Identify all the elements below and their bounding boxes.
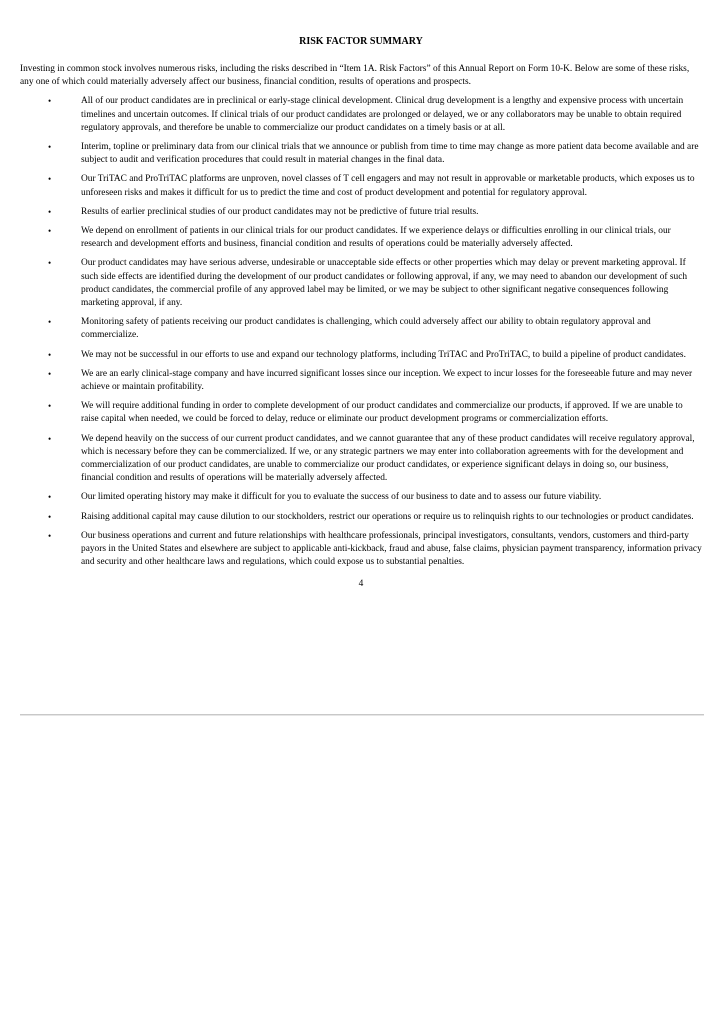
- intro-paragraph: Investing in common stock involves numerous risks, including the risks described in “Item 1A. Risk Factors” of this Annual Report on Form 10-K. Below are some of these risks, any one of which could materially adversely affect our business, financial condition, results of operations and prospects.: [20, 64, 690, 88]
- risk-item: [20, 491, 702, 504]
- risk-item: [20, 400, 702, 426]
- bullet-icon: •: [48, 226, 52, 237]
- risk-item: [20, 349, 702, 362]
- risk-item: [20, 95, 702, 135]
- risk-text: We depend heavily on the success of our current product candidates, and we cannot guarantee that any of these product candidates will receive regulatory approval, which is necessary before they can be commercialized. If we, or any strategic partners we may enter into collaboration agreements with for the development and commercialization of our product candidates, are unable to commercialize our product candidates, or experience significant delays in doing so, our business, financial condition and results of operations will be materially adversely affected.: [81, 433, 695, 484]
- risk-item: [20, 433, 702, 486]
- risk-text: All of our product candidates are in preclinical or early-stage clinical development. Clinical drug development is a lengthy and expensive process with uncertain timelines and uncertain outcomes. If clinical trials of our product candidates are prolonged or delayed, we or any collaborators may be unable to obtain required regulatory approvals, and therefore be unable to commercialize our product candidates on a timely basis or at all.: [81, 96, 684, 133]
- risk-item: [20, 257, 702, 310]
- bullet-icon: •: [48, 206, 52, 217]
- risk-text: Our TriTAC and ProTriTAC platforms are unproven, novel classes of T cell engagers and may not result in approvable or marketable products, which exposes us to unforeseen risks and makes it difficult for us to predict the time and cost of product development and potential for regulatory approval.: [81, 174, 695, 198]
- risk-item: [20, 530, 702, 570]
- risk-text: Our product candidates may have serious adverse, undesirable or unacceptable side effects or other properties which may delay or prevent marketing approval. If such side effects are identified during the development of our product candidates or following approval, if any, we may need to abandon our development of such product candidates, the commercial profile of any approved label may be limited, or we may be subject to other significant negative consequences following marketing approval, if any.: [81, 258, 688, 309]
- risk-text: Our business operations and current and future relationships with healthcare professionals, principal investigators, consultants, vendors, customers and third-party payors in the United States and elsewhere are subject to applicable anti-kickback, fraud and abuse, false claims, physician payment transparency, information privacy and security and other healthcare laws and regulations, which could expose us to substantial penalties.: [81, 530, 702, 568]
- bullet-icon: •: [48, 96, 52, 107]
- risk-item: [20, 225, 702, 251]
- risk-text: Monitoring safety of patients receiving our product candidates is challenging, which could adversely affect our ability to obtain regulatory approval and commercialize.: [81, 317, 651, 341]
- risk-item: [20, 368, 702, 394]
- risk-text: Interim, topline or preliminary data from our clinical trials that we announce or publish from time to time may change as more patient data become available and are subject to audit and verification procedures that could result in material changes in the final data.: [81, 142, 699, 166]
- risk-factor-list: [20, 95, 702, 569]
- risk-item: [20, 511, 702, 524]
- risk-text: We are an early clinical-stage company and have incurred significant losses since our inception. We expect to incur losses for the foreseeable future and may never achieve or maintain profitability.: [81, 368, 693, 393]
- risk-text: Raising additional capital may cause dilution to our stockholders, restrict our operations or require us to relinquish rights to our technologies or product candidates.: [81, 511, 694, 522]
- risk-item: [20, 173, 702, 199]
- risk-text: Our limited operating history may make it difficult for you to evaluate the success of our business to date and to assess our future viability.: [81, 492, 602, 503]
- risk-text: Results of earlier preclinical studies of our product candidates may not be predictive of future trial results.: [81, 206, 479, 217]
- bullet-icon: •: [48, 530, 52, 541]
- bullet-icon: •: [48, 174, 52, 185]
- document-page: [20, 35, 702, 591]
- bullet-icon: •: [48, 433, 52, 444]
- risk-text: We may not be successful in our efforts to use and expand our technology platforms, including TriTAC and ProTriTAC, to build a pipeline of product candidates.: [81, 349, 686, 360]
- bullet-icon: •: [48, 368, 52, 379]
- bullet-icon: •: [48, 142, 52, 153]
- risk-text: We depend on enrollment of patients in our clinical trials for our product candidates. If we experience delays or difficulties enrolling in our clinical trials, our research and development efforts and business, financial condition and results of operations could be materially adversely affected.: [81, 226, 671, 250]
- bullet-icon: •: [48, 401, 52, 412]
- bullet-icon: •: [48, 511, 52, 522]
- risk-item: [20, 316, 702, 342]
- bullet-icon: •: [48, 258, 52, 269]
- bullet-icon: •: [48, 349, 52, 360]
- risk-text: We will require additional funding in order to complete development of our product candidates and commercialize our products, if approved. If we are unable to raise capital when needed, we could be forced to delay, reduce or eliminate our product development programs or commercialization efforts.: [81, 401, 683, 425]
- section-title: RISK FACTOR SUMMARY: [299, 36, 423, 47]
- page-divider: [20, 714, 704, 716]
- bullet-icon: •: [48, 317, 52, 328]
- risk-item: [20, 206, 702, 219]
- risk-item: [20, 141, 702, 167]
- bullet-icon: •: [48, 492, 52, 503]
- page-number: 4: [358, 578, 364, 589]
